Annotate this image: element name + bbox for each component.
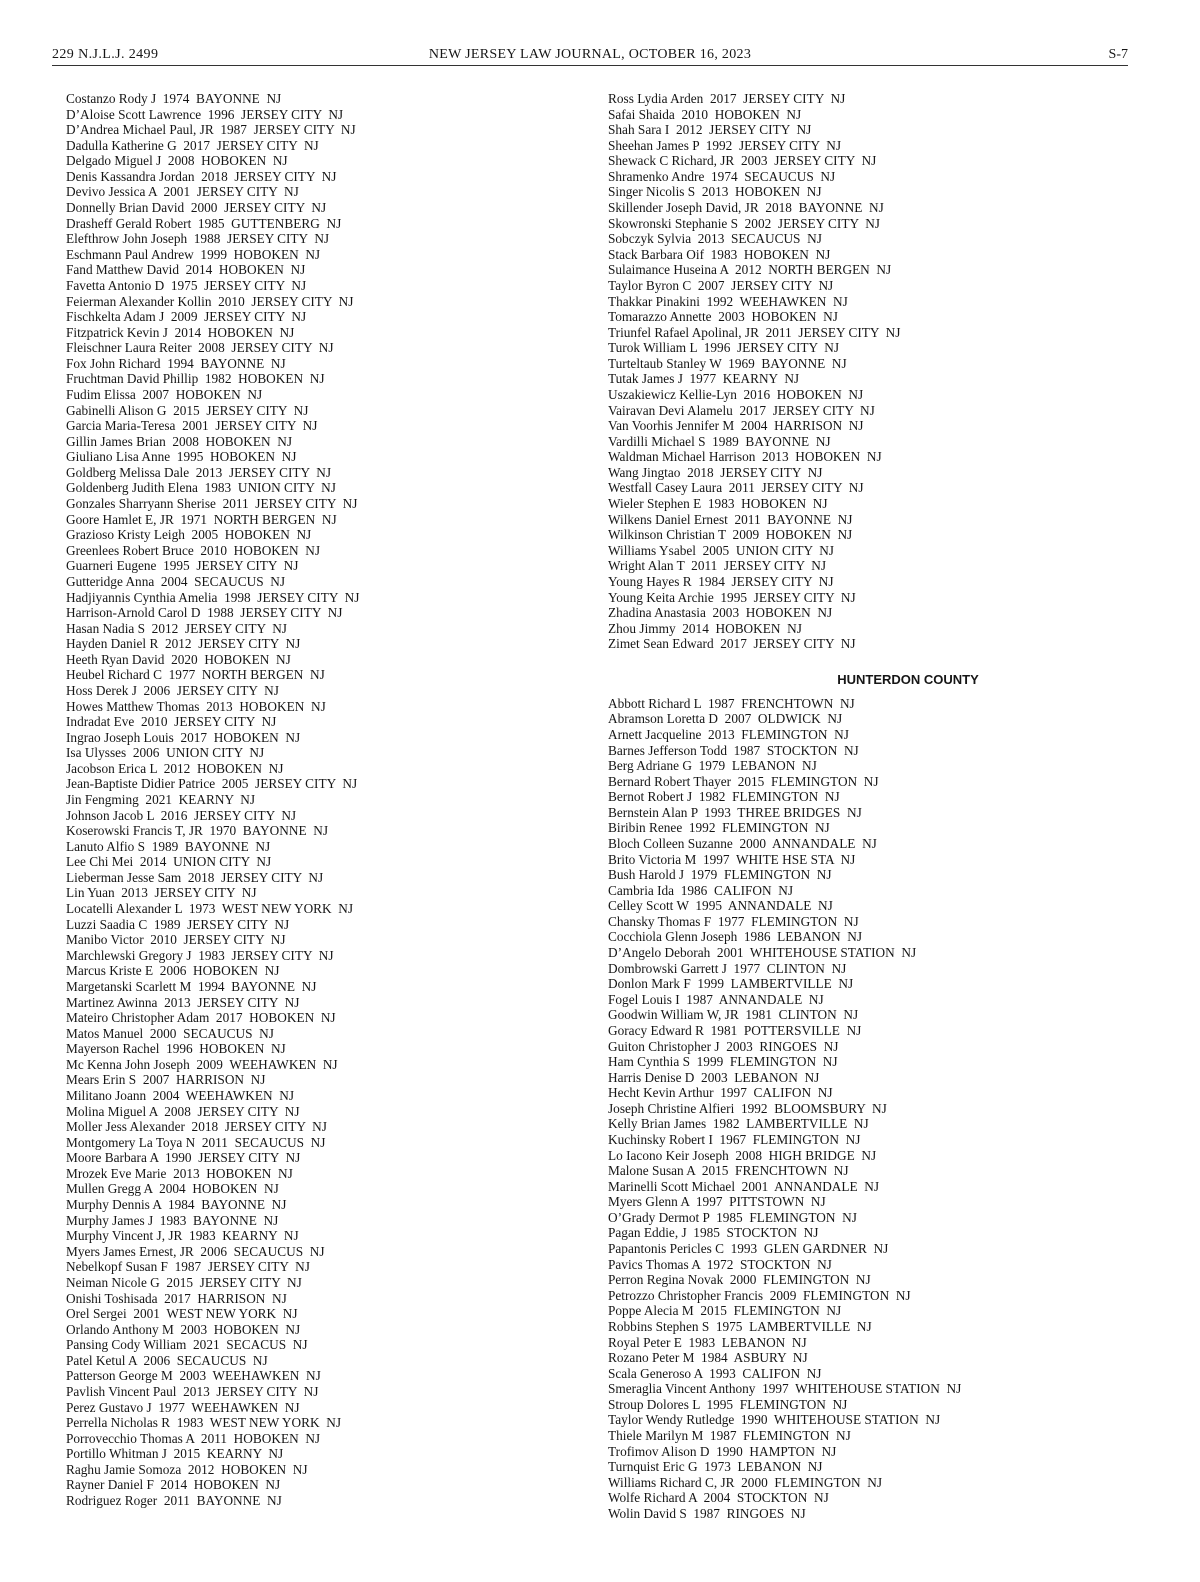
attorney-entry: Triunfel Rafael Apolinal, JR 2011 JERSEY CITY NJ (608, 324, 901, 340)
attorney-entry: Hasan Nadia S 2012 JERSEY CITY NJ (66, 620, 287, 636)
attorney-entry: Pavlish Vincent Paul 2013 JERSEY CITY NJ (66, 1383, 319, 1399)
attorney-entry: Grazioso Kristy Leigh 2005 HOBOKEN NJ (66, 527, 312, 543)
attorney-entry: Fox John Richard 1994 BAYONNE NJ (66, 355, 286, 371)
attorney-entry: Williams Richard C, JR 2000 FLEMINGTON NJ (608, 1474, 883, 1490)
attorney-entry: Montgomery La Toya N 2011 SECAUCUS NJ (66, 1134, 326, 1150)
citation: 229 N.J.L.J. 2499 (52, 47, 159, 62)
attorney-entry: Lo Iacono Keir Joseph 2008 HIGH BRIDGE NJ (608, 1147, 877, 1163)
attorney-entry: Mayerson Rachel 1996 HOBOKEN NJ (66, 1041, 286, 1057)
attorney-entry: Singer Nicolis S 2013 HOBOKEN NJ (608, 184, 822, 200)
attorney-entry: Bernard Robert Thayer 2015 FLEMINGTON NJ (608, 773, 879, 789)
attorney-entry: Waldman Michael Harrison 2013 HOBOKEN NJ (608, 449, 882, 465)
attorney-entry: D’Aloise Scott Lawrence 1996 JERSEY CITY NJ (66, 106, 344, 122)
attorney-entry: Wilkinson Christian T 2009 HOBOKEN NJ (608, 527, 853, 543)
attorney-entry: Turnquist Eric G 1973 LEBANON NJ (608, 1459, 823, 1475)
attorney-entry: Skowronski Stephanie S 2002 JERSEY CITY NJ (608, 215, 880, 231)
attorney-entry: Shramenko Andre 1974 SECAUCUS NJ (608, 168, 836, 184)
attorney-entry: Patel Ketul A 2006 SECAUCUS NJ (66, 1352, 268, 1368)
attorney-entry: Ham Cynthia S 1999 FLEMINGTON NJ (608, 1054, 838, 1070)
attorney-entry: Sulaimance Huseina A 2012 NORTH BERGEN NJ (608, 262, 892, 278)
attorney-entry: Kuchinsky Robert I 1967 FLEMINGTON NJ (608, 1132, 861, 1147)
attorney-entry: Taylor Wendy Rutledge 1990 WHITEHOUSE STATION NJ (608, 1412, 941, 1428)
attorney-entry: Bernstein Alan P 1993 THREE BRIDGES NJ (608, 804, 862, 820)
attorney-entry: Guiton Christopher J 2003 RINGOES NJ (608, 1038, 839, 1054)
attorney-entry: Hecht Kevin Arthur 1997 CALIFON NJ (608, 1085, 833, 1101)
attorney-entry: Kelly Brian James 1982 LAMBERTVILLE NJ (608, 1116, 869, 1132)
attorney-entry: Murphy Dennis A 1984 BAYONNE NJ (66, 1197, 287, 1213)
attorney-entry: Pansing Cody William 2021 SECACUS NJ (66, 1337, 308, 1353)
attorney-entry: Luzzi Saadia C 1989 JERSEY CITY NJ (66, 916, 290, 932)
attorney-entry: Goodwin William W, JR 1981 CLINTON NJ (608, 1007, 859, 1023)
attorney-entry: Guarneri Eugene 1995 JERSEY CITY NJ (66, 558, 299, 574)
attorney-entry: Fand Matthew David 2014 HOBOKEN NJ (66, 262, 306, 278)
attorney-entry: Abbott Richard L 1987 FRENCHTOWN NJ (608, 695, 855, 711)
attorney-entry: Malone Susan A 2015 FRENCHTOWN NJ (608, 1163, 849, 1179)
attorney-entry: Drasheff Gerald Robert 1985 GUTTENBERG NJ (66, 215, 342, 231)
attorney-entry: Goracy Edward R 1981 POTTERSVILLE NJ (608, 1022, 862, 1038)
attorney-entry: Goldenberg Judith Elena 1983 UNION CITY NJ (66, 480, 336, 496)
attorney-entry: Wolfe Richard A 2004 STOCKTON NJ (608, 1490, 829, 1506)
attorney-entry: Mc Kenna John Joseph 2009 WEEHAWKEN NJ (66, 1056, 338, 1072)
attorney-entry: Royal Peter E 1983 LEBANON NJ (608, 1334, 807, 1350)
attorney-entry: Ingrao Joseph Louis 2017 HOBOKEN NJ (66, 729, 301, 745)
attorney-entry: Vardilli Michael S 1989 BAYONNE NJ (608, 433, 831, 449)
attorney-entry: Eschmann Paul Andrew 1999 HOBOKEN NJ (66, 246, 321, 262)
attorney-entry: Marcus Kriste E 2006 HOBOKEN NJ (66, 963, 280, 979)
attorney-entry: Lee Chi Mei 2014 UNION CITY NJ (66, 854, 272, 870)
attorney-entry: Myers James Ernest, JR 2006 SECAUCUS NJ (66, 1243, 325, 1259)
attorney-entry: Wieler Stephen E 1983 HOBOKEN NJ (608, 496, 828, 512)
attorney-entry: Thiele Marilyn M 1987 FLEMINGTON NJ (608, 1427, 851, 1443)
attorney-entry: Cambria Ida 1986 CALIFON NJ (608, 882, 794, 898)
attorney-entry: Berg Adriane G 1979 LEBANON NJ (608, 758, 817, 774)
attorney-entry: Onishi Toshisada 2017 HARRISON NJ (66, 1290, 287, 1306)
attorney-entry: Fleischner Laura Reiter 2008 JERSEY CITY NJ (66, 340, 334, 356)
attorney-entry: O’Grady Dermot P 1985 FLEMINGTON NJ (608, 1209, 857, 1225)
attorney-entry: Fogel Louis I 1987 ANNANDALE NJ (608, 991, 824, 1007)
attorney-entry: Ross Lydia Arden 2017 JERSEY CITY NJ (608, 91, 846, 106)
attorney-entry: Matos Manuel 2000 SECAUCUS NJ (66, 1025, 274, 1041)
attorney-entry: Skillender Joseph David, JR 2018 BAYONNE NJ (608, 200, 884, 216)
attorney-entry: Brito Victoria M 1997 WHITE HSE STA NJ (608, 851, 856, 867)
attorney-entry: Abramson Loretta D 2007 OLDWICK NJ (608, 711, 843, 727)
attorney-entry: D’Angelo Deborah 2001 WHITEHOUSE STATION NJ (608, 945, 917, 961)
attorney-entry: Neiman Nicole G 2015 JERSEY CITY NJ (66, 1274, 302, 1290)
attorney-entry: Chansky Thomas F 1977 FLEMINGTON NJ (608, 913, 859, 929)
attorney-entry: Young Hayes R 1984 JERSEY CITY NJ (608, 573, 834, 589)
attorney-entry: Moller Jess Alexander 2018 JERSEY CITY NJ (66, 1119, 327, 1135)
attorney-entry: Shewack C Richard, JR 2003 JERSEY CITY NJ (608, 153, 877, 169)
attorney-entry: Hadjiyannis Cynthia Amelia 1998 JERSEY CITY NJ (66, 589, 360, 605)
attorney-entry: Westfall Casey Laura 2011 JERSEY CITY NJ (608, 480, 864, 496)
right-column-bottom-list (608, 696, 1128, 1522)
section-heading: HUNTERDON COUNTY (837, 671, 979, 687)
attorney-entry: Martinez Awinna 2013 JERSEY CITY NJ (66, 994, 300, 1010)
left-column (66, 91, 586, 1509)
attorney-entry: Molina Miguel A 2008 JERSEY CITY NJ (66, 1103, 300, 1119)
attorney-entry: Papantonis Pericles C 1993 GLEN GARDNER NJ (608, 1241, 889, 1257)
attorney-entry: Tomarazzo Annette 2003 HOBOKEN NJ (608, 309, 838, 325)
attorney-entry: Porrovecchio Thomas A 2011 HOBOKEN NJ (66, 1430, 321, 1446)
attorney-entry: Zhadina Anastasia 2003 HOBOKEN NJ (608, 605, 833, 621)
attorney-entry: Perron Regina Novak 2000 FLEMINGTON NJ (608, 1272, 871, 1288)
attorney-entry: Shah Sara I 2012 JERSEY CITY NJ (608, 122, 812, 138)
attorney-entry: Mrozek Eve Marie 2013 HOBOKEN NJ (66, 1165, 293, 1181)
attorney-entry: Pagan Eddie, J 1985 STOCKTON NJ (608, 1225, 819, 1241)
attorney-entry: Costanzo Rody J 1974 BAYONNE NJ (66, 91, 282, 106)
attorney-entry: Indradat Eve 2010 JERSEY CITY NJ (66, 714, 277, 730)
attorney-entry: Joseph Christine Alfieri 1992 BLOOMSBURY NJ (608, 1100, 887, 1116)
attorney-entry: Perez Gustavo J 1977 WEEHAWKEN NJ (66, 1399, 300, 1415)
attorney-entry: Mullen Gregg A 2004 HOBOKEN NJ (66, 1181, 279, 1197)
attorney-entry: Gonzales Sharryann Sherise 2011 JERSEY CITY NJ (66, 496, 358, 512)
attorney-entry: Rodriguez Roger 2011 BAYONNE NJ (66, 1493, 282, 1509)
attorney-entry: Raghu Jamie Somoza 2012 HOBOKEN NJ (66, 1461, 308, 1477)
attorney-entry: Zhou Jimmy 2014 HOBOKEN NJ (608, 620, 802, 636)
attorney-entry: Rayner Daniel F 2014 HOBOKEN NJ (66, 1477, 281, 1493)
attorney-entry: Hayden Daniel R 2012 JERSEY CITY NJ (66, 636, 301, 652)
attorney-entry: Fischkelta Adam J 2009 JERSEY CITY NJ (66, 309, 307, 325)
attorney-entry: Bernot Robert J 1982 FLEMINGTON NJ (608, 789, 840, 805)
attorney-entry: Portillo Whitman J 2015 KEARNY NJ (66, 1446, 284, 1462)
attorney-entry: Johnson Jacob L 2016 JERSEY CITY NJ (66, 807, 297, 823)
attorney-entry: Stroup Dolores L 1995 FLEMINGTON NJ (608, 1396, 848, 1412)
page-number: S-7 (1108, 47, 1128, 62)
right-column (608, 91, 1128, 1521)
attorney-entry: Wolin David S 1987 RINGOES NJ (608, 1505, 806, 1521)
attorney-entry: Sobczyk Sylvia 2013 SECAUCUS NJ (608, 231, 822, 247)
attorney-entry: Manibo Victor 2010 JERSEY CITY NJ (66, 932, 286, 948)
attorney-entry: Barnes Jefferson Todd 1987 STOCKTON NJ (608, 742, 859, 758)
attorney-entry: Dombrowski Garrett J 1977 CLINTON NJ (608, 960, 847, 976)
attorney-entry: Williams Ysabel 2005 UNION CITY NJ (608, 542, 834, 558)
attorney-entry: Harrison-Arnold Carol D 1988 JERSEY CITY NJ (66, 605, 343, 621)
attorney-entry: Pavics Thomas A 1972 STOCKTON NJ (608, 1256, 832, 1272)
attorney-entry: Jin Fengming 2021 KEARNY NJ (66, 792, 255, 808)
attorney-entry: Marchlewski Gregory J 1983 JERSEY CITY NJ (66, 947, 334, 963)
attorney-entry: Garcia Maria-Teresa 2001 JERSEY CITY NJ (66, 418, 318, 434)
attorney-entry: Fruchtman David Phillip 1982 HOBOKEN NJ (66, 371, 325, 387)
publication-title: NEW JERSEY LAW JOURNAL, OCTOBER 16, 2023 (428, 47, 752, 62)
attorney-entry: Thakkar Pinakini 1992 WEEHAWKEN NJ (608, 293, 848, 309)
attorney-entry: Trofimov Alison D 1990 HAMPTON NJ (608, 1443, 837, 1459)
attorney-entry: Zimet Sean Edward 2017 JERSEY CITY NJ (608, 636, 856, 652)
attorney-entry: Margetanski Scarlett M 1994 BAYONNE NJ (66, 978, 317, 994)
attorney-entry: Safai Shaida 2010 HOBOKEN NJ (608, 106, 802, 122)
attorney-entry: Hoss Derek J 2006 JERSEY CITY NJ (66, 682, 279, 698)
attorney-entry: Marinelli Scott Michael 2001 ANNANDALE NJ (608, 1178, 880, 1194)
attorney-entry: Militano Joann 2004 WEEHAWKEN NJ (66, 1088, 295, 1103)
attorney-entry: Heubel Richard C 1977 NORTH BERGEN NJ (66, 667, 325, 683)
attorney-entry: Fudim Elissa 2007 HOBOKEN NJ (66, 386, 263, 402)
attorney-entry: Biribin Renee 1992 FLEMINGTON NJ (608, 820, 830, 836)
attorney-entry: Van Voorhis Jennifer M 2004 HARRISON NJ (608, 418, 864, 434)
attorney-entry: Goldberg Melissa Dale 2013 JERSEY CITY NJ (66, 464, 332, 480)
attorney-entry: Devivo Jessica A 2001 JERSEY CITY NJ (66, 184, 299, 200)
attorney-entry: Goore Hamlet E, JR 1971 NORTH BERGEN NJ (66, 511, 337, 527)
attorney-entry: Taylor Byron C 2007 JERSEY CITY NJ (608, 277, 834, 293)
attorney-entry: Jacobson Erica L 2012 HOBOKEN NJ (66, 760, 284, 776)
attorney-entry: Koserowski Francis T, JR 1970 BAYONNE NJ (66, 823, 329, 839)
attorney-entry: Feierman Alexander Kollin 2010 JERSEY CITY NJ (66, 293, 354, 309)
attorney-entry: Uszakiewicz Kellie-Lyn 2016 HOBOKEN NJ (608, 386, 864, 402)
attorney-entry: Arnett Jacqueline 2013 FLEMINGTON NJ (608, 726, 849, 742)
attorney-entry: Poppe Alecia M 2015 FLEMINGTON NJ (608, 1303, 842, 1319)
attorney-entry: Isa Ulysses 2006 UNION CITY NJ (66, 745, 265, 761)
attorney-entry: Mears Erin S 2007 HARRISON NJ (66, 1072, 266, 1088)
attorney-entry: Denis Kassandra Jordan 2018 JERSEY CITY NJ (66, 168, 337, 184)
attorney-entry: Lin Yuan 2013 JERSEY CITY NJ (66, 885, 257, 901)
attorney-entry: Favetta Antonio D 1975 JERSEY CITY NJ (66, 277, 307, 293)
attorney-entry: Nebelkopf Susan F 1987 JERSEY CITY NJ (66, 1259, 310, 1275)
attorney-entry: Elefthrow John Joseph 1988 JERSEY CITY NJ (66, 231, 330, 247)
attorney-entry: Bush Harold J 1979 FLEMINGTON NJ (608, 867, 832, 883)
attorney-entry: D’Andrea Michael Paul, JR 1987 JERSEY CITY NJ (66, 122, 356, 138)
attorney-entry: Harris Denise D 2003 LEBANON NJ (608, 1069, 820, 1085)
attorney-entry: Howes Matthew Thomas 2013 HOBOKEN NJ (66, 698, 326, 714)
attorney-entry: Tutak James J 1977 KEARNY NJ (608, 371, 800, 387)
attorney-entry: Greenlees Robert Bruce 2010 HOBOKEN NJ (66, 542, 321, 558)
attorney-entry: Gillin James Brian 2008 HOBOKEN NJ (66, 433, 293, 449)
attorney-entry: Vairavan Devi Alamelu 2017 JERSEY CITY NJ (608, 402, 875, 418)
attorney-entry: Rozano Peter M 1984 ASBURY NJ (608, 1350, 808, 1366)
attorney-entry: Turok William L 1996 JERSEY CITY NJ (608, 340, 840, 356)
attorney-entry: Young Keita Archie 1995 JERSEY CITY NJ (608, 589, 856, 605)
attorney-entry: Wilkens Daniel Ernest 2011 BAYONNE NJ (608, 511, 853, 527)
attorney-entry: Wang Jingtao 2018 JERSEY CITY NJ (608, 464, 823, 480)
page-header (52, 47, 1128, 66)
attorney-entry: Orel Sergei 2001 WEST NEW YORK NJ (66, 1306, 298, 1322)
attorney-entry: Stack Barbara Oif 1983 HOBOKEN NJ (608, 246, 831, 262)
attorney-entry: Fitzpatrick Kevin J 2014 HOBOKEN NJ (66, 324, 295, 340)
attorney-entry: Mateiro Christopher Adam 2017 HOBOKEN NJ (66, 1010, 336, 1026)
attorney-entry: Wright Alan T 2011 JERSEY CITY NJ (608, 558, 827, 574)
attorney-entry: Murphy Vincent J, JR 1983 KEARNY NJ (66, 1228, 299, 1244)
attorney-entry: Celley Scott W 1995 ANNANDALE NJ (608, 898, 833, 914)
right-column-top-list (608, 91, 1128, 652)
attorney-entry: Delgado Miguel J 2008 HOBOKEN NJ (66, 153, 288, 169)
attorney-entry: Patterson George M 2003 WEEHAWKEN NJ (66, 1368, 321, 1384)
attorney-entry: Sheehan James P 1992 JERSEY CITY NJ (608, 137, 842, 153)
attorney-entry: Turteltaub Stanley W 1969 BAYONNE NJ (608, 355, 847, 371)
attorney-entry: Locatelli Alexander L 1973 WEST NEW YORK NJ (66, 901, 354, 917)
attorney-entry: Donnelly Brian David 2000 JERSEY CITY NJ (66, 200, 327, 216)
attorney-entry: Donlon Mark F 1999 LAMBERTVILLE NJ (608, 976, 854, 992)
attorney-entry: Myers Glenn A 1997 PITTSTOWN NJ (608, 1194, 826, 1210)
attorney-entry: Jean-Baptiste Didier Patrice 2005 JERSEY CITY NJ (66, 776, 358, 792)
attorney-entry: Lieberman Jesse Sam 2018 JERSEY CITY NJ (66, 869, 324, 885)
attorney-entry: Moore Barbara A 1990 JERSEY CITY NJ (66, 1150, 301, 1166)
attorney-entry: Heeth Ryan David 2020 HOBOKEN NJ (66, 651, 291, 667)
attorney-entry: Petrozzo Christopher Francis 2009 FLEMINGTON NJ (608, 1287, 911, 1303)
attorney-entry: Scala Generoso A 1993 CALIFON NJ (608, 1365, 822, 1381)
attorney-entry: Giuliano Lisa Anne 1995 HOBOKEN NJ (66, 449, 297, 465)
attorney-entry: Bloch Colleen Suzanne 2000 ANNANDALE NJ (608, 836, 877, 852)
attorney-entry: Murphy James J 1983 BAYONNE NJ (66, 1212, 279, 1228)
attorney-entry: Orlando Anthony M 2003 HOBOKEN NJ (66, 1321, 301, 1337)
attorney-entry: Smeraglia Vincent Anthony 1997 WHITEHOUSE STATION NJ (608, 1381, 962, 1397)
attorney-entry: Lanuto Alfio S 1989 BAYONNE NJ (66, 838, 271, 854)
attorney-entry: Gutteridge Anna 2004 SECAUCUS NJ (66, 573, 286, 589)
attorney-entry: Dadulla Katherine G 2017 JERSEY CITY NJ (66, 137, 319, 153)
attorney-entry: Gabinelli Alison G 2015 JERSEY CITY NJ (66, 402, 309, 418)
attorney-entry: Cocchiola Glenn Joseph 1986 LEBANON NJ (608, 929, 863, 945)
attorney-entry: Robbins Stephen S 1975 LAMBERTVILLE NJ (608, 1318, 872, 1334)
attorney-entry: Perrella Nicholas R 1983 WEST NEW YORK NJ (66, 1415, 342, 1431)
